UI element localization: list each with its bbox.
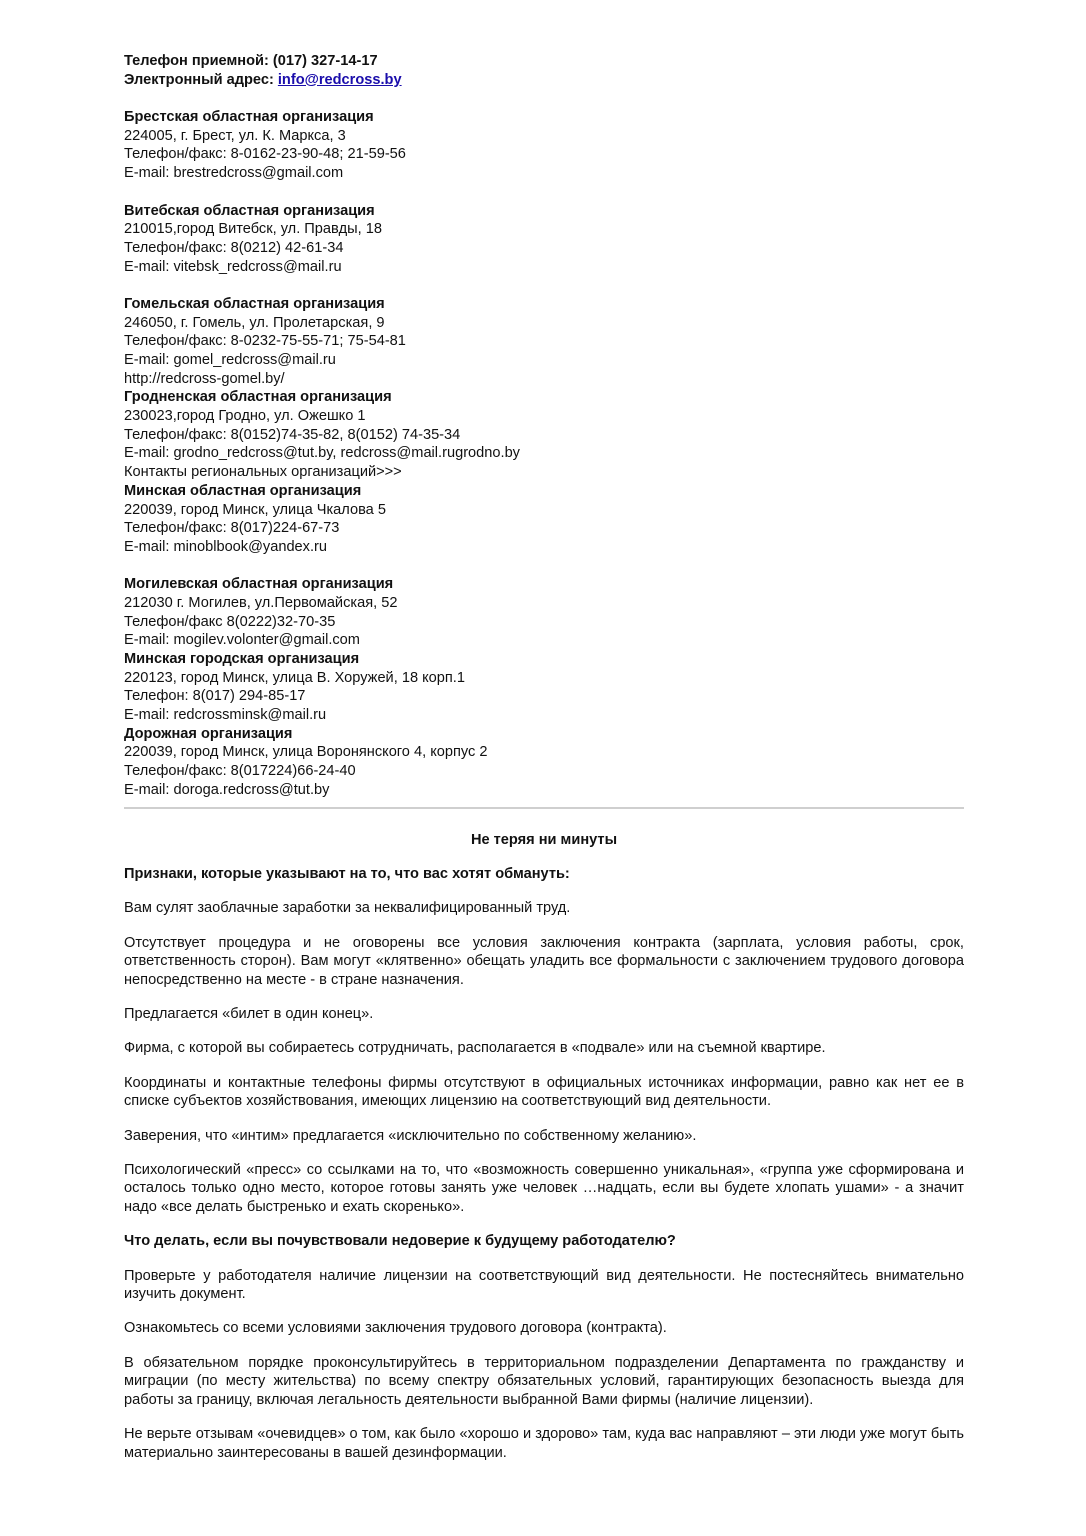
org-phone: Телефон/факс: 8-0162-23-90-48; 21-59-56 xyxy=(124,146,406,163)
article-title: Не теряя ни минуты xyxy=(470,831,618,848)
regional-contacts-link[interactable]: Контакты региональных организаций>>> xyxy=(124,464,402,481)
section-divider xyxy=(124,807,964,809)
org-website: http://redcross-gomel.by/ xyxy=(124,370,285,387)
org-name: Дорожная организация xyxy=(124,725,293,742)
email-label: Электронный адрес: xyxy=(124,71,274,88)
org-name: Минская городская организация xyxy=(124,651,360,667)
org-name: Брестская областная организация xyxy=(124,109,374,126)
org-email: E-mail: doroga.redcross@tut.by xyxy=(124,781,330,798)
org-address: 230023,город Гродно, ул. Ожешко 1 xyxy=(124,408,366,425)
org-phone: Телефон: 8(017) 294-85-17 xyxy=(124,688,306,705)
document-page xyxy=(124,52,964,1478)
signs-heading: Признаки, которые указывают на то, что вас хотят обмануть: xyxy=(124,866,570,883)
actions-heading: Что делать, если вы почувствовали недоверие к будущему работодателю? xyxy=(124,1233,676,1250)
sign-paragraph: Координаты и контактные телефоны фирмы отсутствуют в официальных источниках информации, равно как нет ее в списке субъектов хозяйствования, имеющих лицензию на соответствующий вид деятельности. xyxy=(124,1074,964,1110)
email-line xyxy=(124,71,964,90)
org-address: 220039, город Минск, улица Воронянского 4, корпус 2 xyxy=(124,744,488,761)
email-link[interactable]: info@redcross.by xyxy=(277,71,402,88)
org-phone: Телефон/факс: 8(0152)74-35-82, 8(0152) 74-35-34 xyxy=(124,426,461,443)
org-address: 246050, г. Гомель, ул. Пролетарская, 9 xyxy=(124,314,385,331)
article-body xyxy=(124,865,964,1462)
org-address: 210015,город Витебск, ул. Правды, 18 xyxy=(124,221,382,238)
org-phone: Телефон/факс: 8(017224)66-24-40 xyxy=(124,763,356,780)
org-name: Витебская областная организация xyxy=(124,202,375,219)
sign-paragraph: Вам сулят заоблачные заработки за неквалифицированный труд. xyxy=(124,900,571,917)
sign-paragraph: Заверения, что «интим» предлагается «исключительно по собственному желанию». xyxy=(124,1127,697,1144)
org-email: E-mail: redcrossminsk@mail.ru xyxy=(124,707,327,724)
sign-paragraph: Психологический «пресс» со ссылками на то, что «возможность совершенно уникальная», «группа уже сформирована и осталось только одно место, которое готовы занять уже человек …надцать, если вы будете хлопать ушами» - а значит надо «все делать быстренько и ехать скоренько». xyxy=(124,1161,964,1216)
org-phone: Телефон/факс: 8-0232-75-55-71; 75-54-81 xyxy=(124,333,406,350)
org-email: E-mail: mogilev.volonter@gmail.com xyxy=(124,632,360,649)
org-name: Гродненская областная организация xyxy=(124,389,392,406)
action-paragraph: Не верьте отзывам «очевидцев» о том, как было «хорошо и здорово» там, куда вас направляют – эти люди уже могут быть материально заинтересованы в вашей дезинформации. xyxy=(124,1426,964,1461)
sign-paragraph: Фирма, с которой вы собираетесь сотрудничать, располагается в «подвале» или на съемной квартире. xyxy=(124,1040,826,1057)
sign-paragraph: Отсутствует процедура и не оговорены все условия заключения контракта (зарплата, условия работы, срок, ответственность сторон). Вам могут «клятвенно» обещать уладить все формальности с заключением трудового договора непосредственно на месте - в стране назначения. xyxy=(124,934,964,989)
org-email: E-mail: vitebsk_redcross@mail.ru xyxy=(124,258,342,275)
org-address: 224005, г. Брест, ул. К. Маркса, 3 xyxy=(124,127,346,144)
action-paragraph: Проверьте у работодателя наличие лицензии на соответствующий вид деятельности. Не постесняйтесь внимательно изучить документ. xyxy=(124,1267,964,1303)
org-email: E-mail: grodno_redcross@tut.by, redcross@mail.rugrodno.by xyxy=(124,445,520,462)
org-address: 212030 г. Могилев, ул.Первомайская, 52 xyxy=(124,594,398,611)
org-address: 220039, город Минск, улица Чкалова 5 xyxy=(124,501,386,518)
reception-phone-label: Телефон приемной: xyxy=(124,53,269,69)
contacts-section xyxy=(124,52,964,800)
org-email: E-mail: minoblbook@yandex.ru xyxy=(124,538,328,555)
org-email: E-mail: gomel_redcross@mail.ru xyxy=(124,352,336,368)
org-phone: Телефон/факс: 8(0212) 42-61-34 xyxy=(124,239,344,256)
org-name: Минская областная организация xyxy=(124,482,362,499)
org-name: Могилевская областная организация xyxy=(124,576,394,593)
action-paragraph: В обязательном порядке проконсультируйтесь в территориальном подразделении Департамента по гражданству и миграции (по месту жительства) по всему спектру обязательных условий, гарантирующих безопасность выезда для работы за границу, включая легальность деятельности выбранной Вами фирмы (наличие лицензии). xyxy=(124,1354,964,1409)
reception-phone-line xyxy=(124,52,964,71)
sign-paragraph: Предлагается «билет в один конец». xyxy=(124,1006,374,1023)
org-address: 220123, город Минск, улица В. Хоружей, 18 корп.1 xyxy=(124,669,465,686)
org-phone: Телефон/факс 8(0222)32-70-35 xyxy=(124,613,336,630)
org-name: Гомельская областная организация xyxy=(124,295,385,312)
org-email: E-mail: brestredcross@gmail.com xyxy=(124,165,344,182)
reception-phone: (017) 327-14-17 xyxy=(272,53,378,69)
action-paragraph: Ознакомьтесь со всеми условиями заключения трудового договора (контракта). xyxy=(124,1320,667,1337)
org-phone: Телефон/факс: 8(017)224-67-73 xyxy=(124,520,340,537)
